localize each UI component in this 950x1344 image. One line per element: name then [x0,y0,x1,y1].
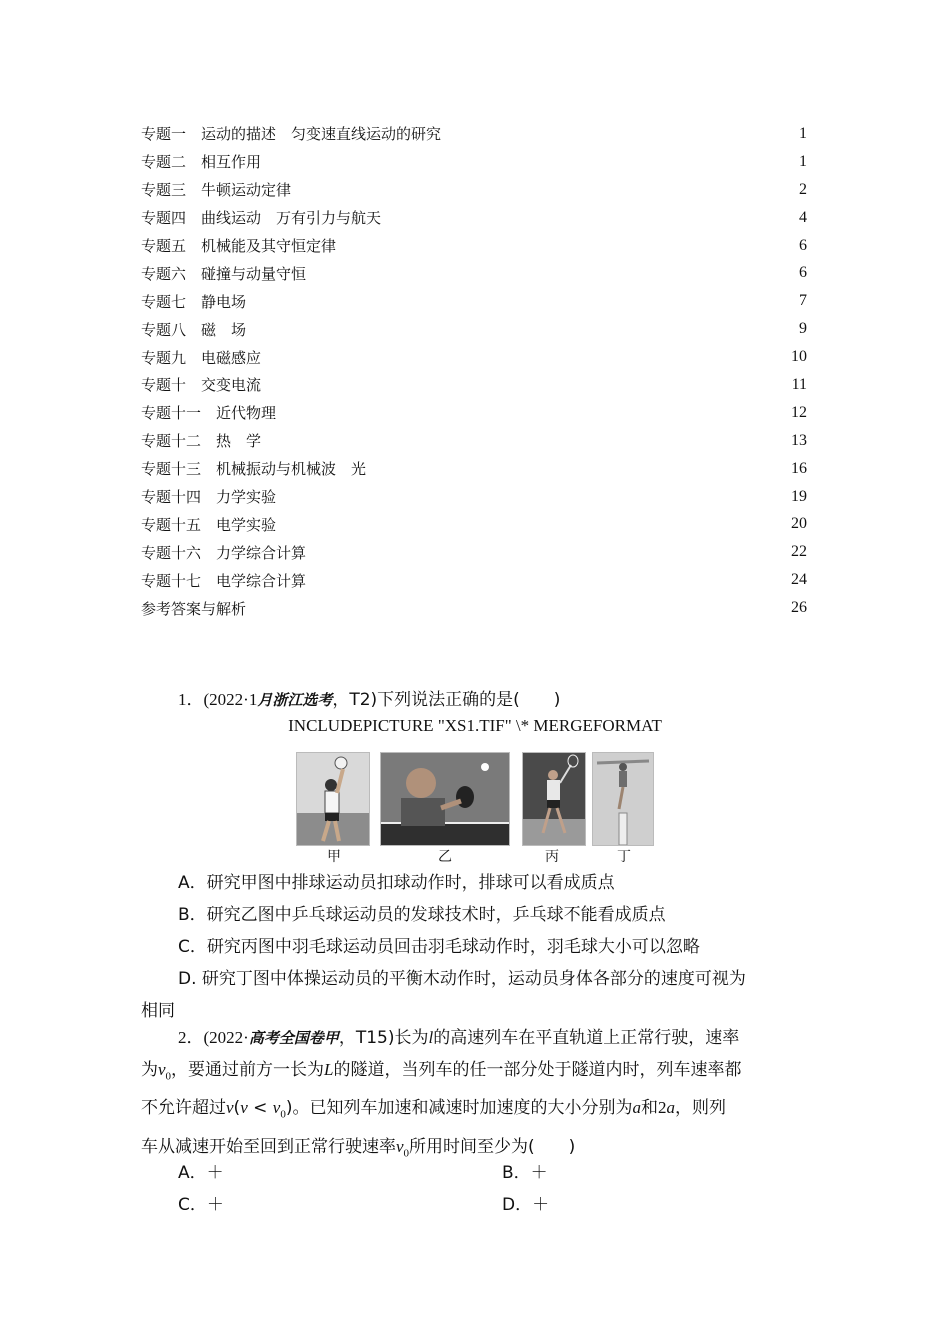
toc-entry-title: 专题十四 力学实验 [141,488,277,507]
stem-text: < [247,1098,273,1119]
var-a: a [632,1098,641,1118]
stem-text: )。已知列车加速和减速时加速度的大小分别为 [285,1098,633,1119]
include-picture-field: INCLUDEPICTURE "XS1.TIF" \* MERGEFORMAT [288,716,662,735]
stem-text: 为 [141,1060,158,1080]
toc-entry-page: 7 [799,292,807,310]
toc-entry[interactable] [141,287,807,315]
toc-entry[interactable] [141,176,807,204]
table-of-contents [141,120,807,622]
var-v0: v [396,1136,404,1156]
stem-text: 所用时间至少为( ) [409,1136,576,1157]
toc-entry-title: 专题十三 机械振动与机械波 光 [141,460,367,479]
stem-text: 不允许超过 [141,1098,226,1119]
q2-option-b: B．＋ [502,1163,548,1183]
var-v: v [226,1098,234,1118]
toc-entry-title: 专题九 电磁感应 [141,348,262,367]
toc-entry-page: 9 [799,320,807,338]
toc-entry[interactable] [141,232,807,260]
question-2-stem [141,1022,813,1169]
subscript-0: 0 [165,1070,172,1083]
stem-text: ，T15)长为 [338,1028,429,1048]
toc-entry-page: 12 [791,403,807,421]
figure-ding-balance-beam [592,752,654,846]
toc-entry[interactable] [141,455,807,483]
toc-entry[interactable] [141,259,807,287]
q2-option-c: C．＋ [178,1195,224,1215]
question-stem-tail: ，T2)下列说法正确的是( ) [332,690,561,710]
toc-entry[interactable] [141,483,807,511]
toc-entry-title: 专题五 机械能及其守恒定律 [141,237,337,255]
figure-bing-badminton [522,752,586,846]
toc-entry-page: 4 [799,208,807,226]
question-number: 2．(2022· [178,1028,249,1047]
subscript-0: 0 [403,1147,410,1160]
var-v: v [240,1098,248,1118]
option-d: D. 研究丁图中体操运动员的平衡木动作时，运动员身体各部分的速度可视为 [178,969,746,989]
option-b: B．研究乙图中乒乓球运动员的发球技术时，乒乓球不能看成质点 [178,905,666,925]
figure-jia-volleyball [296,752,370,846]
toc-entry[interactable] [141,204,807,232]
figure-yi-table-tennis [380,752,510,846]
toc-entry-page: 20 [791,515,807,533]
toc-entry-title: 专题八 磁 场 [141,320,247,339]
option-a: A．研究甲图中排球运动员扣球动作时，排球可以看成质点 [178,873,615,893]
question-1-stem [178,684,560,716]
toc-entry-title: 专题十一 近代物理 [141,404,277,423]
stem-text: 和 [640,1098,658,1119]
toc-entry-page: 22 [791,543,807,561]
toc-entry-title: 参考答案与解析 [141,599,247,618]
var-v0: v [158,1060,166,1079]
toc-entry-title: 专题十二 热 学 [141,432,262,451]
toc-entry[interactable] [141,343,807,371]
toc-entry-page: 6 [799,236,807,254]
toc-entry[interactable] [141,594,807,622]
toc-entry-page: 1 [799,152,807,170]
toc-entry[interactable] [141,538,807,566]
toc-entry-page: 24 [791,571,807,589]
toc-entry-page: 1 [799,124,807,142]
toc-entry[interactable] [141,371,807,399]
toc-entry[interactable] [141,399,807,427]
option-d-continued: 相同 [141,1001,175,1021]
toc-entry-title: 专题十 交变电流 [141,376,262,395]
toc-entry-page: 19 [791,487,807,505]
var-v0: v [272,1098,281,1118]
toc-entry-title: 专题一 运动的描述 匀变速直线运动的研究 [141,125,442,144]
subscript-0: 0 [280,1108,286,1121]
var-L: L [324,1060,334,1079]
q2-option-d: D．＋ [502,1195,550,1215]
caption-yi: 乙 [438,849,452,865]
toc-entry-title: 专题二 相互作用 [141,153,262,172]
stem-text: 车从减速开始至回到正常行驶速率 [141,1136,396,1157]
toc-entry-page: 10 [791,348,807,366]
option-c: C．研究丙图中羽毛球运动员回击羽毛球动作时，羽毛球大小可以忽略 [178,937,700,957]
toc-entry-page: 11 [791,375,807,393]
toc-entry-title: 专题十五 电学实验 [141,515,277,534]
stem-text: 2 [657,1098,667,1118]
var-a: a [666,1098,675,1118]
toc-entry[interactable] [141,566,807,594]
stem-text: 的高速列车在平直轨道上正常行驶，速率 [433,1028,740,1048]
toc-entry-title: 专题十七 电学综合计算 [141,571,307,590]
toc-entry[interactable] [141,120,807,148]
toc-entry-page: 2 [799,180,807,198]
toc-entry[interactable] [141,427,807,455]
q2-option-a: A．＋ [178,1163,224,1183]
stem-text: ，要通过前方一长为 [171,1060,325,1080]
toc-entry-title: 专题三 牛顿运动定律 [141,181,292,200]
toc-entry[interactable] [141,315,807,343]
stem-text: 的隧道，当列车的任一部分处于隧道内时，列车速率都 [333,1060,742,1080]
caption-jia: 甲 [327,849,341,865]
toc-entry-page: 6 [799,264,807,282]
toc-entry[interactable] [141,148,807,176]
caption-bing: 丙 [545,849,559,865]
question-source: 高考全国卷甲 [248,1029,339,1047]
stem-text: ( [233,1098,241,1119]
toc-entry[interactable] [141,510,807,538]
toc-entry-title: 专题四 曲线运动 万有引力与航天 [141,209,382,228]
toc-entry-page: 16 [791,459,807,477]
toc-entry-title: 专题六 碰撞与动量守恒 [141,264,307,283]
toc-entry-title: 专题十六 力学综合计算 [141,543,307,562]
stem-text: ，则列 [674,1098,726,1119]
caption-ding: 丁 [617,849,631,865]
toc-entry-page: 26 [791,599,807,617]
toc-entry-title: 专题七 静电场 [141,292,247,311]
toc-entry-page: 13 [791,431,807,449]
question-source: 月浙江选考 [257,691,333,709]
var-l: l [428,1028,434,1047]
question-number: 1．(2022·1 [178,690,258,709]
